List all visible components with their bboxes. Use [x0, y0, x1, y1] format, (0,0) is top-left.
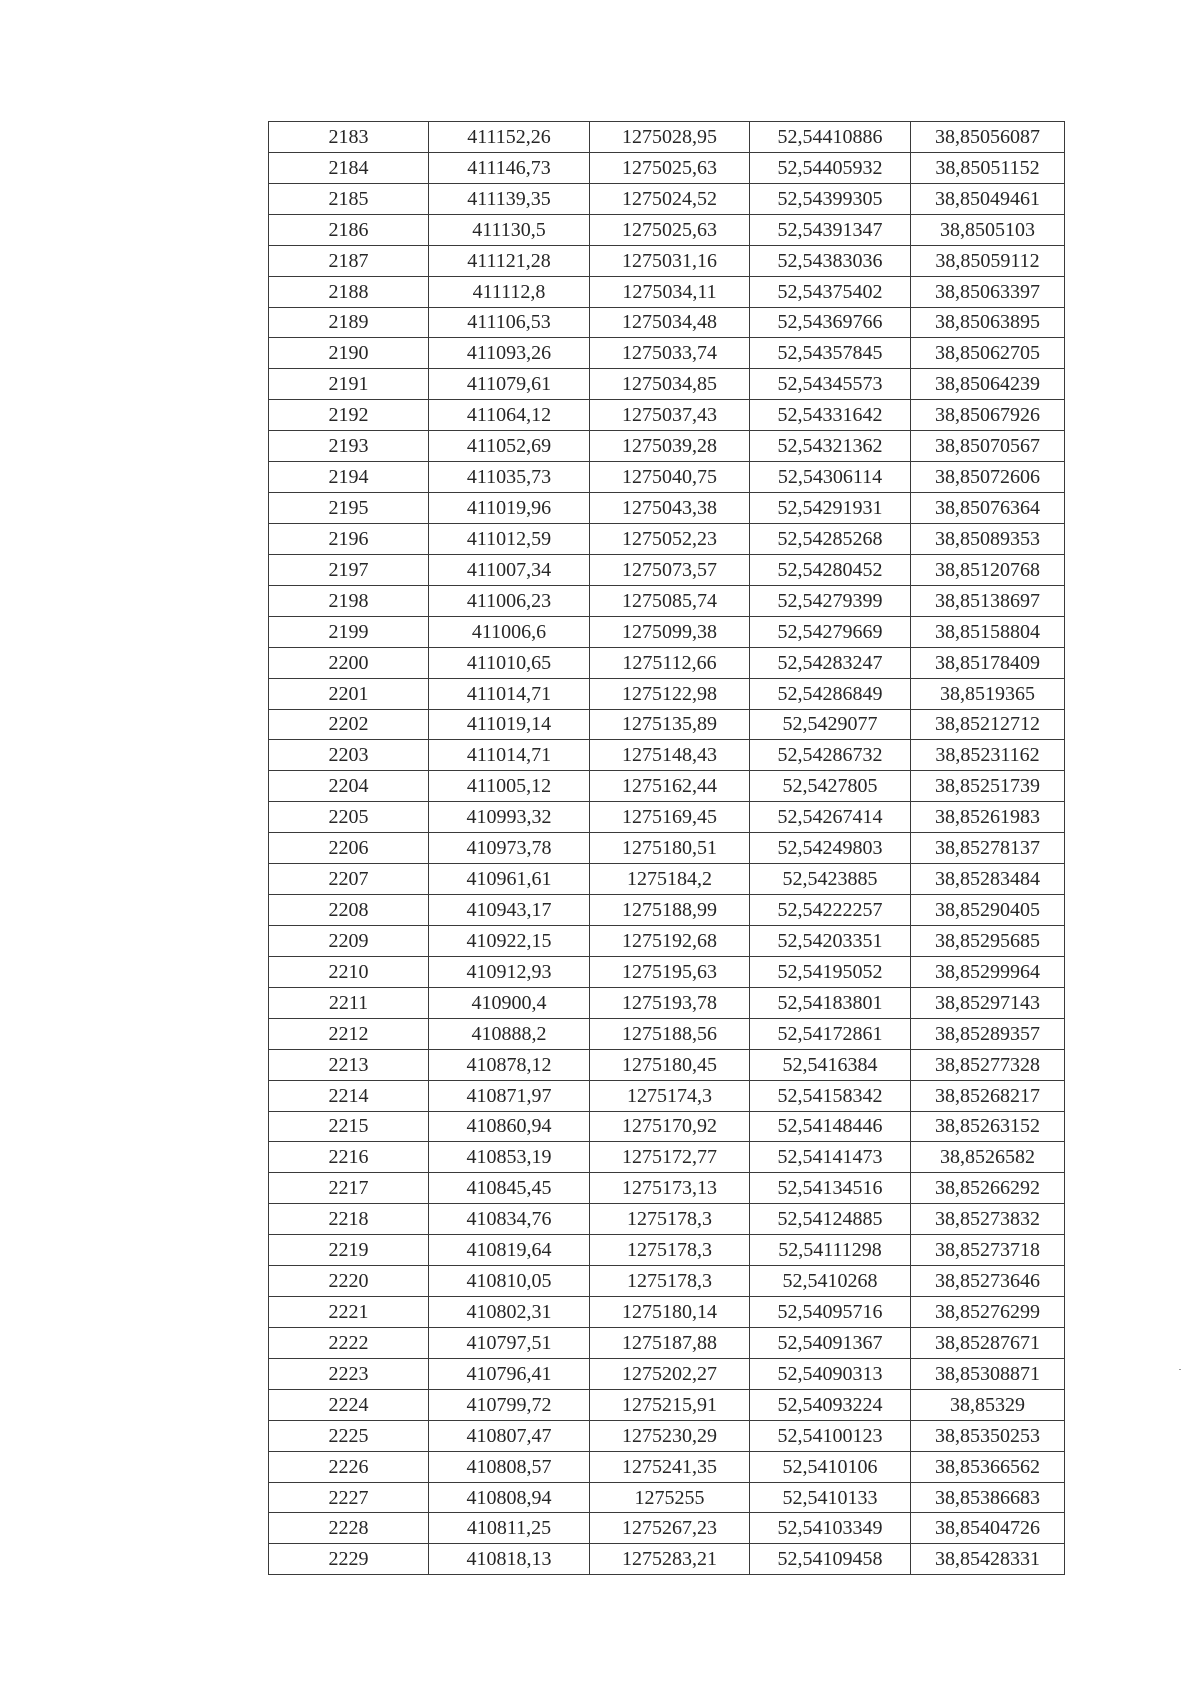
y-coordinate-cell: 1275034,11: [590, 276, 750, 307]
x-coordinate-cell: 411014,71: [429, 740, 590, 771]
table-row: [269, 1111, 1065, 1142]
latitude-cell: 52,54090313: [750, 1358, 911, 1389]
latitude-cell: 52,5410268: [750, 1266, 911, 1297]
y-coordinate-cell: 1275255: [590, 1482, 750, 1513]
table-row: [269, 1142, 1065, 1173]
x-coordinate-cell: 410912,93: [429, 956, 590, 987]
y-coordinate-cell: 1275033,74: [590, 338, 750, 369]
y-coordinate-cell: 1275073,57: [590, 554, 750, 585]
longitude-cell: 38,85273718: [911, 1235, 1065, 1266]
latitude-cell: 52,5410106: [750, 1451, 911, 1482]
longitude-cell: 38,85276299: [911, 1297, 1065, 1328]
latitude-cell: 52,54093224: [750, 1389, 911, 1420]
y-coordinate-cell: 1275174,3: [590, 1080, 750, 1111]
y-coordinate-cell: 1275085,74: [590, 585, 750, 616]
x-coordinate-cell: 411064,12: [429, 400, 590, 431]
latitude-cell: 52,54321362: [750, 431, 911, 462]
x-coordinate-cell: 411010,65: [429, 647, 590, 678]
table-row: [269, 307, 1065, 338]
point-number-cell: 2216: [269, 1142, 429, 1173]
latitude-cell: 52,5429077: [750, 709, 911, 740]
latitude-cell: 52,54103349: [750, 1513, 911, 1544]
y-coordinate-cell: 1275024,52: [590, 183, 750, 214]
y-coordinate-cell: 1275034,85: [590, 369, 750, 400]
y-coordinate-cell: 1275169,45: [590, 802, 750, 833]
latitude-cell: 52,5410133: [750, 1482, 911, 1513]
longitude-cell: 38,85277328: [911, 1049, 1065, 1080]
longitude-cell: 38,85428331: [911, 1544, 1065, 1575]
table-row: [269, 1049, 1065, 1080]
point-number-cell: 2224: [269, 1389, 429, 1420]
y-coordinate-cell: 1275162,44: [590, 771, 750, 802]
x-coordinate-cell: 410922,15: [429, 925, 590, 956]
x-coordinate-cell: 410853,19: [429, 1142, 590, 1173]
x-coordinate-cell: 411006,23: [429, 585, 590, 616]
point-number-cell: 2186: [269, 214, 429, 245]
x-coordinate-cell: 410808,57: [429, 1451, 590, 1482]
x-coordinate-cell: 411006,6: [429, 616, 590, 647]
y-coordinate-cell: 1275193,78: [590, 987, 750, 1018]
y-coordinate-cell: 1275230,29: [590, 1420, 750, 1451]
point-number-cell: 2220: [269, 1266, 429, 1297]
y-coordinate-cell: 1275180,14: [590, 1297, 750, 1328]
longitude-cell: 38,85404726: [911, 1513, 1065, 1544]
latitude-cell: 52,54111298: [750, 1235, 911, 1266]
x-coordinate-cell: 410818,13: [429, 1544, 590, 1575]
x-coordinate-cell: 410961,61: [429, 864, 590, 895]
x-coordinate-cell: 410973,78: [429, 833, 590, 864]
x-coordinate-cell: 411014,71: [429, 678, 590, 709]
table-row: [269, 1482, 1065, 1513]
point-number-cell: 2190: [269, 338, 429, 369]
point-number-cell: 2221: [269, 1297, 429, 1328]
longitude-cell: 38,85289357: [911, 1018, 1065, 1049]
point-number-cell: 2194: [269, 462, 429, 493]
longitude-cell: 38,85287671: [911, 1327, 1065, 1358]
point-number-cell: 2217: [269, 1173, 429, 1204]
longitude-cell: 38,85120768: [911, 554, 1065, 585]
table-row: [269, 1080, 1065, 1111]
point-number-cell: 2185: [269, 183, 429, 214]
table-row: [269, 431, 1065, 462]
table-row: [269, 152, 1065, 183]
longitude-cell: 38,85295685: [911, 925, 1065, 956]
point-number-cell: 2214: [269, 1080, 429, 1111]
point-number-cell: 2188: [269, 276, 429, 307]
point-number-cell: 2192: [269, 400, 429, 431]
longitude-cell: 38,85056087: [911, 122, 1065, 153]
latitude-cell: 52,54172861: [750, 1018, 911, 1049]
y-coordinate-cell: 1275122,98: [590, 678, 750, 709]
x-coordinate-cell: 411130,5: [429, 214, 590, 245]
longitude-cell: 38,85231162: [911, 740, 1065, 771]
point-number-cell: 2215: [269, 1111, 429, 1142]
x-coordinate-cell: 410799,72: [429, 1389, 590, 1420]
y-coordinate-cell: 1275031,16: [590, 245, 750, 276]
table-row: [269, 864, 1065, 895]
point-number-cell: 2210: [269, 956, 429, 987]
point-number-cell: 2213: [269, 1049, 429, 1080]
point-number-cell: 2228: [269, 1513, 429, 1544]
point-number-cell: 2187: [269, 245, 429, 276]
longitude-cell: 38,85089353: [911, 523, 1065, 554]
longitude-cell: 38,85278137: [911, 833, 1065, 864]
x-coordinate-cell: 410807,47: [429, 1420, 590, 1451]
table-row: [269, 1420, 1065, 1451]
latitude-cell: 52,54383036: [750, 245, 911, 276]
x-coordinate-cell: 411093,26: [429, 338, 590, 369]
y-coordinate-cell: 1275172,77: [590, 1142, 750, 1173]
y-coordinate-cell: 1275202,27: [590, 1358, 750, 1389]
longitude-cell: 38,85297143: [911, 987, 1065, 1018]
y-coordinate-cell: 1275099,38: [590, 616, 750, 647]
latitude-cell: 52,54134516: [750, 1173, 911, 1204]
latitude-cell: 52,54141473: [750, 1142, 911, 1173]
table-row: [269, 1451, 1065, 1482]
latitude-cell: 52,54249803: [750, 833, 911, 864]
x-coordinate-cell: 410900,4: [429, 987, 590, 1018]
latitude-cell: 52,54109458: [750, 1544, 911, 1575]
table-row: [269, 1544, 1065, 1575]
y-coordinate-cell: 1275043,38: [590, 493, 750, 524]
y-coordinate-cell: 1275037,43: [590, 400, 750, 431]
point-number-cell: 2222: [269, 1327, 429, 1358]
y-coordinate-cell: 1275188,99: [590, 895, 750, 926]
y-coordinate-cell: 1275025,63: [590, 152, 750, 183]
latitude-cell: 52,54306114: [750, 462, 911, 493]
table-row: [269, 523, 1065, 554]
x-coordinate-cell: 411146,73: [429, 152, 590, 183]
table-row: [269, 1389, 1065, 1420]
point-number-cell: 2223: [269, 1358, 429, 1389]
y-coordinate-cell: 1275215,91: [590, 1389, 750, 1420]
y-coordinate-cell: 1275034,48: [590, 307, 750, 338]
point-number-cell: 2184: [269, 152, 429, 183]
latitude-cell: 52,54286732: [750, 740, 911, 771]
table-row: [269, 1204, 1065, 1235]
y-coordinate-cell: 1275148,43: [590, 740, 750, 771]
longitude-cell: 38,8519365: [911, 678, 1065, 709]
table-row: [269, 369, 1065, 400]
y-coordinate-cell: 1275188,56: [590, 1018, 750, 1049]
point-number-cell: 2195: [269, 493, 429, 524]
latitude-cell: 52,54391347: [750, 214, 911, 245]
table-row: [269, 554, 1065, 585]
latitude-cell: 52,54279399: [750, 585, 911, 616]
y-coordinate-cell: 1275178,3: [590, 1204, 750, 1235]
longitude-cell: 38,85059112: [911, 245, 1065, 276]
longitude-cell: 38,85062705: [911, 338, 1065, 369]
x-coordinate-cell: 410878,12: [429, 1049, 590, 1080]
point-number-cell: 2205: [269, 802, 429, 833]
table-row: [269, 956, 1065, 987]
latitude-cell: 52,54283247: [750, 647, 911, 678]
longitude-cell: 38,85049461: [911, 183, 1065, 214]
x-coordinate-cell: 411007,34: [429, 554, 590, 585]
table-row: [269, 276, 1065, 307]
longitude-cell: 38,85212712: [911, 709, 1065, 740]
table-row: [269, 122, 1065, 153]
table-row: [269, 1235, 1065, 1266]
table-row: [269, 585, 1065, 616]
y-coordinate-cell: 1275241,35: [590, 1451, 750, 1482]
point-number-cell: 2219: [269, 1235, 429, 1266]
point-number-cell: 2183: [269, 122, 429, 153]
x-coordinate-cell: 410796,41: [429, 1358, 590, 1389]
point-number-cell: 2191: [269, 369, 429, 400]
latitude-cell: 52,54357845: [750, 338, 911, 369]
x-coordinate-cell: 410993,32: [429, 802, 590, 833]
table-row: [269, 895, 1065, 926]
table-row: [269, 1513, 1065, 1544]
latitude-cell: 52,54158342: [750, 1080, 911, 1111]
latitude-cell: 52,54399305: [750, 183, 911, 214]
table-row: [269, 740, 1065, 771]
longitude-cell: 38,8526582: [911, 1142, 1065, 1173]
latitude-cell: 52,54410886: [750, 122, 911, 153]
y-coordinate-cell: 1275267,23: [590, 1513, 750, 1544]
latitude-cell: 52,54267414: [750, 802, 911, 833]
table-row: [269, 616, 1065, 647]
longitude-cell: 38,85290405: [911, 895, 1065, 926]
latitude-cell: 52,54148446: [750, 1111, 911, 1142]
longitude-cell: 38,8505103: [911, 214, 1065, 245]
point-number-cell: 2189: [269, 307, 429, 338]
coordinates-table-body: [269, 122, 1065, 1575]
y-coordinate-cell: 1275178,3: [590, 1266, 750, 1297]
latitude-cell: 52,5427805: [750, 771, 911, 802]
longitude-cell: 38,85283484: [911, 864, 1065, 895]
table-row: [269, 987, 1065, 1018]
table-row: [269, 338, 1065, 369]
table-row: [269, 802, 1065, 833]
point-number-cell: 2202: [269, 709, 429, 740]
x-coordinate-cell: 410845,45: [429, 1173, 590, 1204]
latitude-cell: 52,54375402: [750, 276, 911, 307]
x-coordinate-cell: 410860,94: [429, 1111, 590, 1142]
point-number-cell: 2204: [269, 771, 429, 802]
latitude-cell: 52,5416384: [750, 1049, 911, 1080]
table-row: [269, 1297, 1065, 1328]
longitude-cell: 38,85158804: [911, 616, 1065, 647]
longitude-cell: 38,85261983: [911, 802, 1065, 833]
table-row: [269, 245, 1065, 276]
table-row: [269, 214, 1065, 245]
x-coordinate-cell: 410808,94: [429, 1482, 590, 1513]
table-row: [269, 833, 1065, 864]
longitude-cell: 38,85350253: [911, 1420, 1065, 1451]
longitude-cell: 38,85266292: [911, 1173, 1065, 1204]
coordinates-table: [268, 121, 1065, 1575]
point-number-cell: 2198: [269, 585, 429, 616]
longitude-cell: 38,85273646: [911, 1266, 1065, 1297]
longitude-cell: 38,85251739: [911, 771, 1065, 802]
longitude-cell: 38,85299964: [911, 956, 1065, 987]
point-number-cell: 2199: [269, 616, 429, 647]
x-coordinate-cell: 410943,17: [429, 895, 590, 926]
x-coordinate-cell: 411139,35: [429, 183, 590, 214]
longitude-cell: 38,85067926: [911, 400, 1065, 431]
x-coordinate-cell: 411152,26: [429, 122, 590, 153]
x-coordinate-cell: 411079,61: [429, 369, 590, 400]
longitude-cell: 38,85178409: [911, 647, 1065, 678]
longitude-cell: 38,85263152: [911, 1111, 1065, 1142]
latitude-cell: 52,5423885: [750, 864, 911, 895]
x-coordinate-cell: 411035,73: [429, 462, 590, 493]
table-row: [269, 1327, 1065, 1358]
y-coordinate-cell: 1275112,66: [590, 647, 750, 678]
point-number-cell: 2229: [269, 1544, 429, 1575]
table-row: [269, 1266, 1065, 1297]
latitude-cell: 52,54183801: [750, 987, 911, 1018]
point-number-cell: 2226: [269, 1451, 429, 1482]
latitude-cell: 52,54124885: [750, 1204, 911, 1235]
table-row: [269, 647, 1065, 678]
point-number-cell: 2203: [269, 740, 429, 771]
longitude-cell: 38,85070567: [911, 431, 1065, 462]
y-coordinate-cell: 1275025,63: [590, 214, 750, 245]
longitude-cell: 38,85063397: [911, 276, 1065, 307]
y-coordinate-cell: 1275040,75: [590, 462, 750, 493]
latitude-cell: 52,54279669: [750, 616, 911, 647]
table-row: [269, 925, 1065, 956]
x-coordinate-cell: 411019,14: [429, 709, 590, 740]
y-coordinate-cell: 1275283,21: [590, 1544, 750, 1575]
table-row: [269, 183, 1065, 214]
longitude-cell: 38,85329: [911, 1389, 1065, 1420]
latitude-cell: 52,54091367: [750, 1327, 911, 1358]
point-number-cell: 2212: [269, 1018, 429, 1049]
point-number-cell: 2206: [269, 833, 429, 864]
point-number-cell: 2225: [269, 1420, 429, 1451]
x-coordinate-cell: 411012,59: [429, 523, 590, 554]
longitude-cell: 38,85072606: [911, 462, 1065, 493]
y-coordinate-cell: 1275052,23: [590, 523, 750, 554]
latitude-cell: 52,54405932: [750, 152, 911, 183]
point-number-cell: 2209: [269, 925, 429, 956]
x-coordinate-cell: 410797,51: [429, 1327, 590, 1358]
latitude-cell: 52,54195052: [750, 956, 911, 987]
x-coordinate-cell: 410834,76: [429, 1204, 590, 1235]
table-row: [269, 400, 1065, 431]
x-coordinate-cell: 411005,12: [429, 771, 590, 802]
point-number-cell: 2196: [269, 523, 429, 554]
point-number-cell: 2218: [269, 1204, 429, 1235]
x-coordinate-cell: 411106,53: [429, 307, 590, 338]
latitude-cell: 52,54280452: [750, 554, 911, 585]
latitude-cell: 52,54345573: [750, 369, 911, 400]
table-row: [269, 709, 1065, 740]
point-number-cell: 2193: [269, 431, 429, 462]
x-coordinate-cell: 410819,64: [429, 1235, 590, 1266]
y-coordinate-cell: 1275039,28: [590, 431, 750, 462]
longitude-cell: 38,85308871: [911, 1358, 1065, 1389]
table-row: [269, 771, 1065, 802]
y-coordinate-cell: 1275192,68: [590, 925, 750, 956]
point-number-cell: 2211: [269, 987, 429, 1018]
table-row: [269, 462, 1065, 493]
point-number-cell: 2200: [269, 647, 429, 678]
table-row: [269, 678, 1065, 709]
latitude-cell: 52,54203351: [750, 925, 911, 956]
latitude-cell: 52,54331642: [750, 400, 911, 431]
y-coordinate-cell: 1275184,2: [590, 864, 750, 895]
table-row: [269, 1358, 1065, 1389]
latitude-cell: 52,54285268: [750, 523, 911, 554]
latitude-cell: 52,54286849: [750, 678, 911, 709]
latitude-cell: 52,54291931: [750, 493, 911, 524]
longitude-cell: 38,85064239: [911, 369, 1065, 400]
longitude-cell: 38,85386683: [911, 1482, 1065, 1513]
x-coordinate-cell: 411121,28: [429, 245, 590, 276]
x-coordinate-cell: 411019,96: [429, 493, 590, 524]
y-coordinate-cell: 1275187,88: [590, 1327, 750, 1358]
point-number-cell: 2207: [269, 864, 429, 895]
longitude-cell: 38,85268217: [911, 1080, 1065, 1111]
latitude-cell: 52,54222257: [750, 895, 911, 926]
x-coordinate-cell: 410871,97: [429, 1080, 590, 1111]
x-coordinate-cell: 411052,69: [429, 431, 590, 462]
x-coordinate-cell: 410888,2: [429, 1018, 590, 1049]
latitude-cell: 52,54095716: [750, 1297, 911, 1328]
longitude-cell: 38,85076364: [911, 493, 1065, 524]
table-row: [269, 493, 1065, 524]
point-number-cell: 2208: [269, 895, 429, 926]
longitude-cell: 38,85366562: [911, 1451, 1065, 1482]
latitude-cell: 52,54100123: [750, 1420, 911, 1451]
latitude-cell: 52,54369766: [750, 307, 911, 338]
y-coordinate-cell: 1275170,92: [590, 1111, 750, 1142]
y-coordinate-cell: 1275135,89: [590, 709, 750, 740]
x-coordinate-cell: 410811,25: [429, 1513, 590, 1544]
longitude-cell: 38,85063895: [911, 307, 1065, 338]
table-row: [269, 1173, 1065, 1204]
longitude-cell: 38,85273832: [911, 1204, 1065, 1235]
y-coordinate-cell: 1275180,51: [590, 833, 750, 864]
y-coordinate-cell: 1275180,45: [590, 1049, 750, 1080]
table-row: [269, 1018, 1065, 1049]
point-number-cell: 2197: [269, 554, 429, 585]
longitude-cell: 38,85138697: [911, 585, 1065, 616]
y-coordinate-cell: 1275173,13: [590, 1173, 750, 1204]
scan-artifact: [1179, 1369, 1181, 1370]
y-coordinate-cell: 1275178,3: [590, 1235, 750, 1266]
point-number-cell: 2227: [269, 1482, 429, 1513]
point-number-cell: 2201: [269, 678, 429, 709]
x-coordinate-cell: 411112,8: [429, 276, 590, 307]
x-coordinate-cell: 410802,31: [429, 1297, 590, 1328]
x-coordinate-cell: 410810,05: [429, 1266, 590, 1297]
y-coordinate-cell: 1275195,63: [590, 956, 750, 987]
y-coordinate-cell: 1275028,95: [590, 122, 750, 153]
longitude-cell: 38,85051152: [911, 152, 1065, 183]
coordinates-table-wrapper: [268, 121, 1064, 1575]
